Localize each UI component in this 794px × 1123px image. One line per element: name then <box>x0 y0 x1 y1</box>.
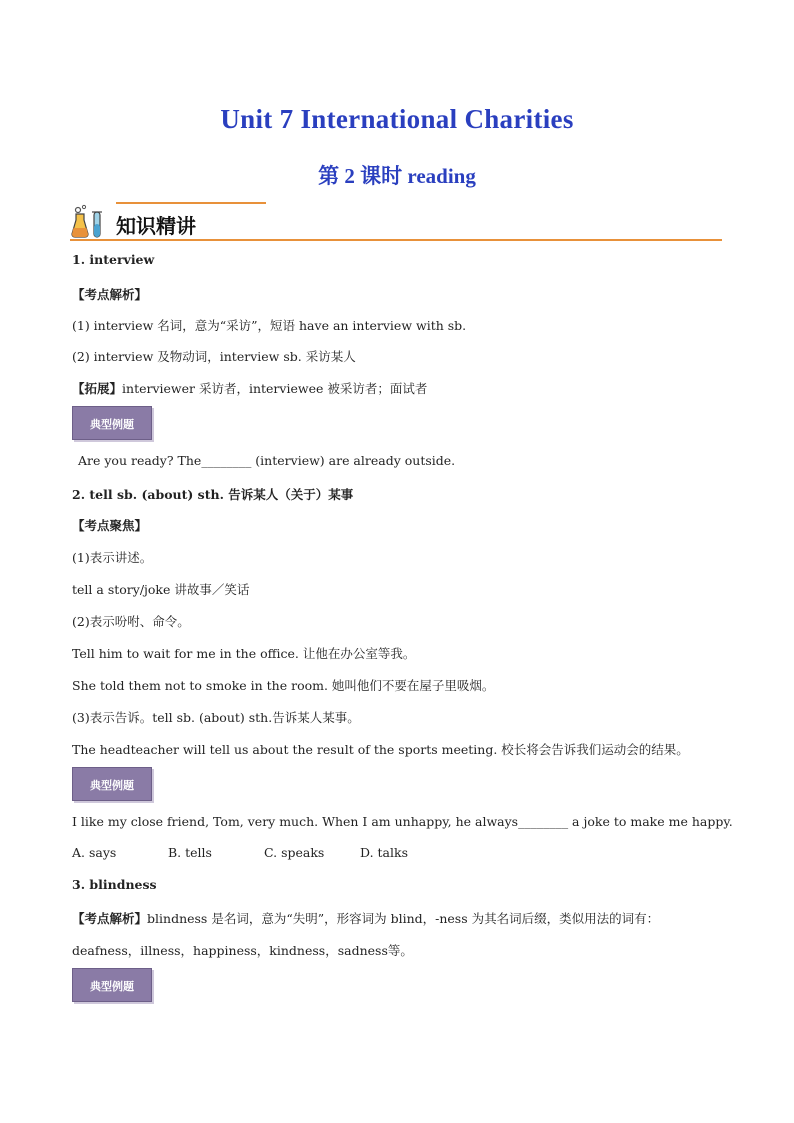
flask-icon <box>70 204 110 238</box>
badge-label: 典型例题 <box>90 418 134 431</box>
item3-point2: deafness，illness，happiness，kindness，sadness等。 <box>72 943 413 958</box>
item1-extension <box>72 379 427 397</box>
option-c: C. speaks <box>264 845 325 860</box>
item2-point2: tell a story/joke 讲故事／笑话 <box>72 582 250 597</box>
item2-point3: (2)表示吩咐、命令。 <box>72 614 190 629</box>
item1-heading: 1. interview <box>72 252 155 267</box>
item2-point4: Tell him to wait for me in the office. 让他在办公室等我。 <box>72 646 416 661</box>
header-bottom-rule <box>70 239 722 241</box>
item2-example: I like my close friend, Tom, very much. When I am unhappy, he always________ a joke to make me happy. <box>72 814 733 829</box>
extension-tag: 【拓展】 <box>72 381 123 396</box>
example-badge <box>72 406 152 440</box>
item2-point1: (1)表示讲述。 <box>72 550 153 565</box>
option-a: A. says <box>72 845 117 860</box>
example-badge <box>72 968 152 1002</box>
lesson-subtitle: 第 2 课时 reading <box>318 164 476 188</box>
item1-point2: (2) interview 及物动词，interview sb. 采访某人 <box>72 349 356 364</box>
example-badge <box>72 767 152 801</box>
item3-text: blindness 是名词，意为“失明”，形容词为 blind，-ness 为其名词后缀，类似用法的词有： <box>147 911 660 926</box>
item3-heading: 3. blindness <box>72 877 157 892</box>
item2-point5: She told them not to smoke in the room. 她叫他们不要在屋子里吸烟。 <box>72 678 495 693</box>
section-header <box>70 200 722 242</box>
item2-heading-en: 2. tell sb. (about) sth. <box>72 487 224 502</box>
item2-point7: The headteacher will tell us about the result of the sports meeting. 校长将会告诉我们运动会的结果。 <box>72 742 689 757</box>
item3-point1 <box>72 909 659 927</box>
badge-label: 典型例题 <box>90 980 134 993</box>
option-b: B. tells <box>168 845 212 860</box>
document-title: Unit 7 International Charities <box>220 104 574 134</box>
item2-heading <box>72 485 353 503</box>
item1-point1: (1) interview 名词，意为“采访”，短语 have an interview with sb. <box>72 318 467 333</box>
item2-tag: 【考点聚焦】 <box>72 518 148 533</box>
badge-label: 典型例题 <box>90 779 134 792</box>
option-d: D. talks <box>360 845 408 860</box>
section-label: 知识精讲 <box>116 214 196 238</box>
item1-tag: 【考点解析】 <box>72 287 148 302</box>
header-top-rule <box>116 202 266 204</box>
item2-point6: (3)表示告诉。tell sb. (about) sth.告诉某人某事。 <box>72 710 360 725</box>
item2-heading-cn: 告诉某人（关于）某事 <box>223 487 354 502</box>
extension-text: interviewer 采访者，interviewee 被采访者；面试者 <box>122 381 428 396</box>
item1-example: Are you ready? The________ (interview) are already outside. <box>78 453 456 468</box>
item2-options <box>72 845 456 860</box>
item3-tag: 【考点解析】 <box>72 911 148 926</box>
